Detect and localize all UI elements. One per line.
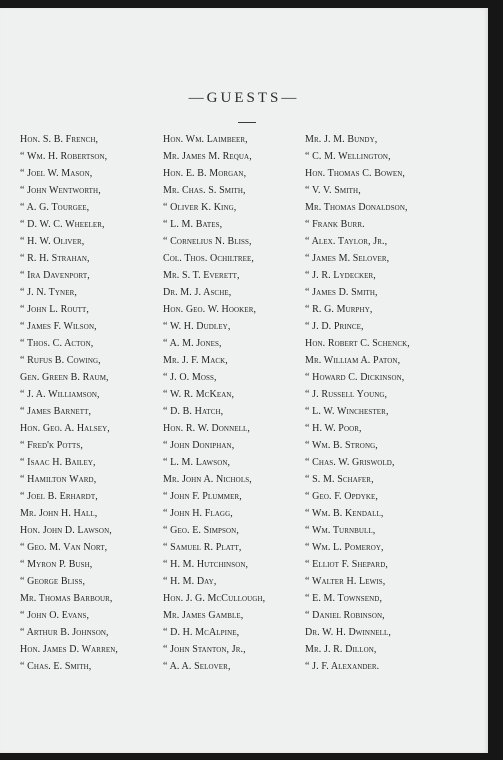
guest-entry: Mr. Thomas Donaldson, — [305, 202, 408, 213]
guest-entry: “ Fred'k Potts, — [20, 440, 83, 451]
guest-entry: Hon. Robert C. Schenck, — [305, 338, 410, 349]
guest-entry: “ L. M. Lawson, — [163, 457, 231, 468]
guest-entry: “ John H. Flagg, — [163, 508, 233, 519]
guest-entry: “ Geo. E. Simpson, — [163, 525, 239, 536]
guest-entry: “ Geo. F. Opdyke, — [305, 491, 379, 502]
guest-entry: “ John O. Evans, — [20, 610, 90, 621]
guest-entry: “ Joel W. Mason, — [20, 168, 93, 179]
document-page — [0, 8, 488, 753]
guest-entry: “ John Wentworth, — [20, 185, 101, 196]
guest-entry: “ H. M. Hutchinson, — [163, 559, 249, 570]
title-underline — [238, 122, 256, 123]
guest-entry: “ Rufus B. Cowing, — [20, 355, 101, 366]
guest-entry: “ James Barnett, — [20, 406, 92, 417]
guest-entry: “ Samuel R. Platt, — [163, 542, 242, 553]
guest-entry: “ Elliot F. Shepard, — [305, 559, 388, 570]
guest-entry: “ A. M. Jones, — [163, 338, 222, 349]
guest-entry: Hon. John D. Lawson, — [20, 525, 112, 536]
guest-entry: “ D. B. Hatch, — [163, 406, 224, 417]
guest-entry: “ Howard C. Dickinson, — [305, 372, 405, 383]
guest-entry: “ Joel B. Erhardt, — [20, 491, 98, 502]
guest-entry: “ Geo. M. Van Nort, — [20, 542, 108, 553]
guest-entry: Gen. Green B. Raum, — [20, 372, 109, 383]
guest-entry: “ Walter H. Lewis, — [305, 576, 386, 587]
guest-entry: “ Chas. E. Smith, — [20, 661, 92, 672]
guest-entry: “ Ira Davenport, — [20, 270, 90, 281]
guest-column-2 — [163, 131, 265, 675]
guest-entry: “ H. W. Poor, — [305, 423, 362, 434]
page-title: —GUESTS— — [188, 90, 300, 106]
guest-entry: “ V. V. Smith, — [305, 185, 361, 196]
guest-entry: Mr. John H. Hall, — [20, 508, 98, 519]
guest-entry: “ Oliver K. King, — [163, 202, 237, 213]
guest-entry: “ Myron P. Bush, — [20, 559, 93, 570]
guest-entry: “ L. M. Bates, — [163, 219, 223, 230]
guest-entry: “ J. A. Williamson, — [20, 389, 100, 400]
guest-entry: “ Arthur B. Johnson, — [20, 627, 109, 638]
guest-entry: Dr. W. H. Dwinnell, — [305, 627, 391, 638]
guest-entry: Hon. J. G. McCullough, — [163, 593, 266, 604]
guest-entry: Hon. S. B. French, — [20, 134, 99, 145]
guest-entry: Mr. William A. Paton, — [305, 355, 401, 366]
guest-entry: Mr. J. F. Mack, — [163, 355, 228, 366]
guest-entry: “ James D. Smith, — [305, 287, 378, 298]
guest-entry: “ R. H. Strahan, — [20, 253, 90, 264]
guest-entry: “ Cornelius N. Bliss, — [163, 236, 252, 247]
guest-column-1 — [20, 131, 118, 675]
guest-entry: “ John Doniphan, — [163, 440, 235, 451]
guest-entry: “ W. H. Dudley, — [163, 321, 231, 332]
guest-entry: “ Wm. Turnbull, — [305, 525, 376, 536]
guest-entry: “ John Stanton, Jr., — [163, 644, 246, 655]
guest-entry: “ Wm. L. Pomeroy, — [305, 542, 384, 553]
guest-entry: Hon. E. B. Morgan, — [163, 168, 247, 179]
guest-entry: Mr. James M. Requa, — [163, 151, 252, 162]
guest-entry: Col. Thos. Ochiltree, — [163, 253, 254, 264]
guest-entry: Mr. J. M. Bundy, — [305, 134, 378, 145]
guest-entry: “ E. M. Townsend, — [305, 593, 383, 604]
guest-entry: Hon. James D. Warren, — [20, 644, 118, 655]
guest-entry: “ Wm. B. Kendall, — [305, 508, 384, 519]
guest-entry: “ John L. Routt, — [20, 304, 90, 315]
guest-entry: “ George Bliss, — [20, 576, 86, 587]
guest-entry: “ Hamilton Ward, — [20, 474, 97, 485]
guest-entry: “ Chas. W. Griswold, — [305, 457, 395, 468]
guest-entry: “ Wm. B. Strong, — [305, 440, 378, 451]
guest-entry: “ J. D. Prince, — [305, 321, 364, 332]
guest-entry: “ J. N. Tyner, — [20, 287, 77, 298]
guest-entry: “ L. W. Winchester, — [305, 406, 389, 417]
guest-entry: Hon. R. W. Donnell, — [163, 423, 250, 434]
guest-entry: “ W. R. McKean, — [163, 389, 235, 400]
guest-entry: Mr. J. R. Dillon, — [305, 644, 377, 655]
guest-entry: “ H. M. Day, — [163, 576, 217, 587]
guest-entry: “ J. O. Moss, — [163, 372, 217, 383]
guest-entry: “ H. W. Oliver, — [20, 236, 85, 247]
guest-entry: “ Isaac H. Bailey, — [20, 457, 96, 468]
guest-entry: Hon. Thomas C. Bowen, — [305, 168, 405, 179]
guest-entry: Hon. Wm. Laimbeer, — [163, 134, 248, 145]
guest-entry: “ A. G. Tourgee, — [20, 202, 90, 213]
guest-entry: Mr. S. T. Everett, — [163, 270, 240, 281]
guest-entry: Mr. John A. Nichols, — [163, 474, 252, 485]
guest-entry: “ D. H. McAlpine, — [163, 627, 240, 638]
guest-entry: “ John F. Plummer, — [163, 491, 242, 502]
guest-entry: Mr. Thomas Barbour, — [20, 593, 113, 604]
guest-entry: “ A. A. Selover, — [163, 661, 231, 672]
guest-entry: “ Wm. H. Robertson, — [20, 151, 108, 162]
guest-entry: “ J. Russell Young, — [305, 389, 388, 400]
guest-entry: “ D. W. C. Wheeler, — [20, 219, 105, 230]
guest-entry: “ James M. Selover, — [305, 253, 390, 264]
guest-entry: Mr. James Gamble, — [163, 610, 244, 621]
guest-entry: Hon. Geo. W. Hooker, — [163, 304, 257, 315]
guest-entry: “ R. G. Murphy, — [305, 304, 373, 315]
guest-entry: Dr. M. J. Asche, — [163, 287, 232, 298]
guest-column-3 — [305, 131, 410, 675]
guest-entry: Hon. Geo. A. Halsey, — [20, 423, 110, 434]
guest-entry: “ Alex. Taylor, Jr., — [305, 236, 388, 247]
guest-entry: “ J. R. Lydecker, — [305, 270, 376, 281]
guest-entry: “ Daniel Robinson, — [305, 610, 385, 621]
guest-entry: “ C. M. Wellington, — [305, 151, 391, 162]
guest-entry: “ J. F. Alexander. — [305, 661, 380, 672]
guest-entry: “ James F. Wilson, — [20, 321, 97, 332]
guest-entry: Mr. Chas. S. Smith, — [163, 185, 246, 196]
guest-entry: “ Thos. C. Acton, — [20, 338, 94, 349]
guest-entry: “ Frank Burr. — [305, 219, 365, 230]
guest-entry: “ S. M. Schafer, — [305, 474, 374, 485]
